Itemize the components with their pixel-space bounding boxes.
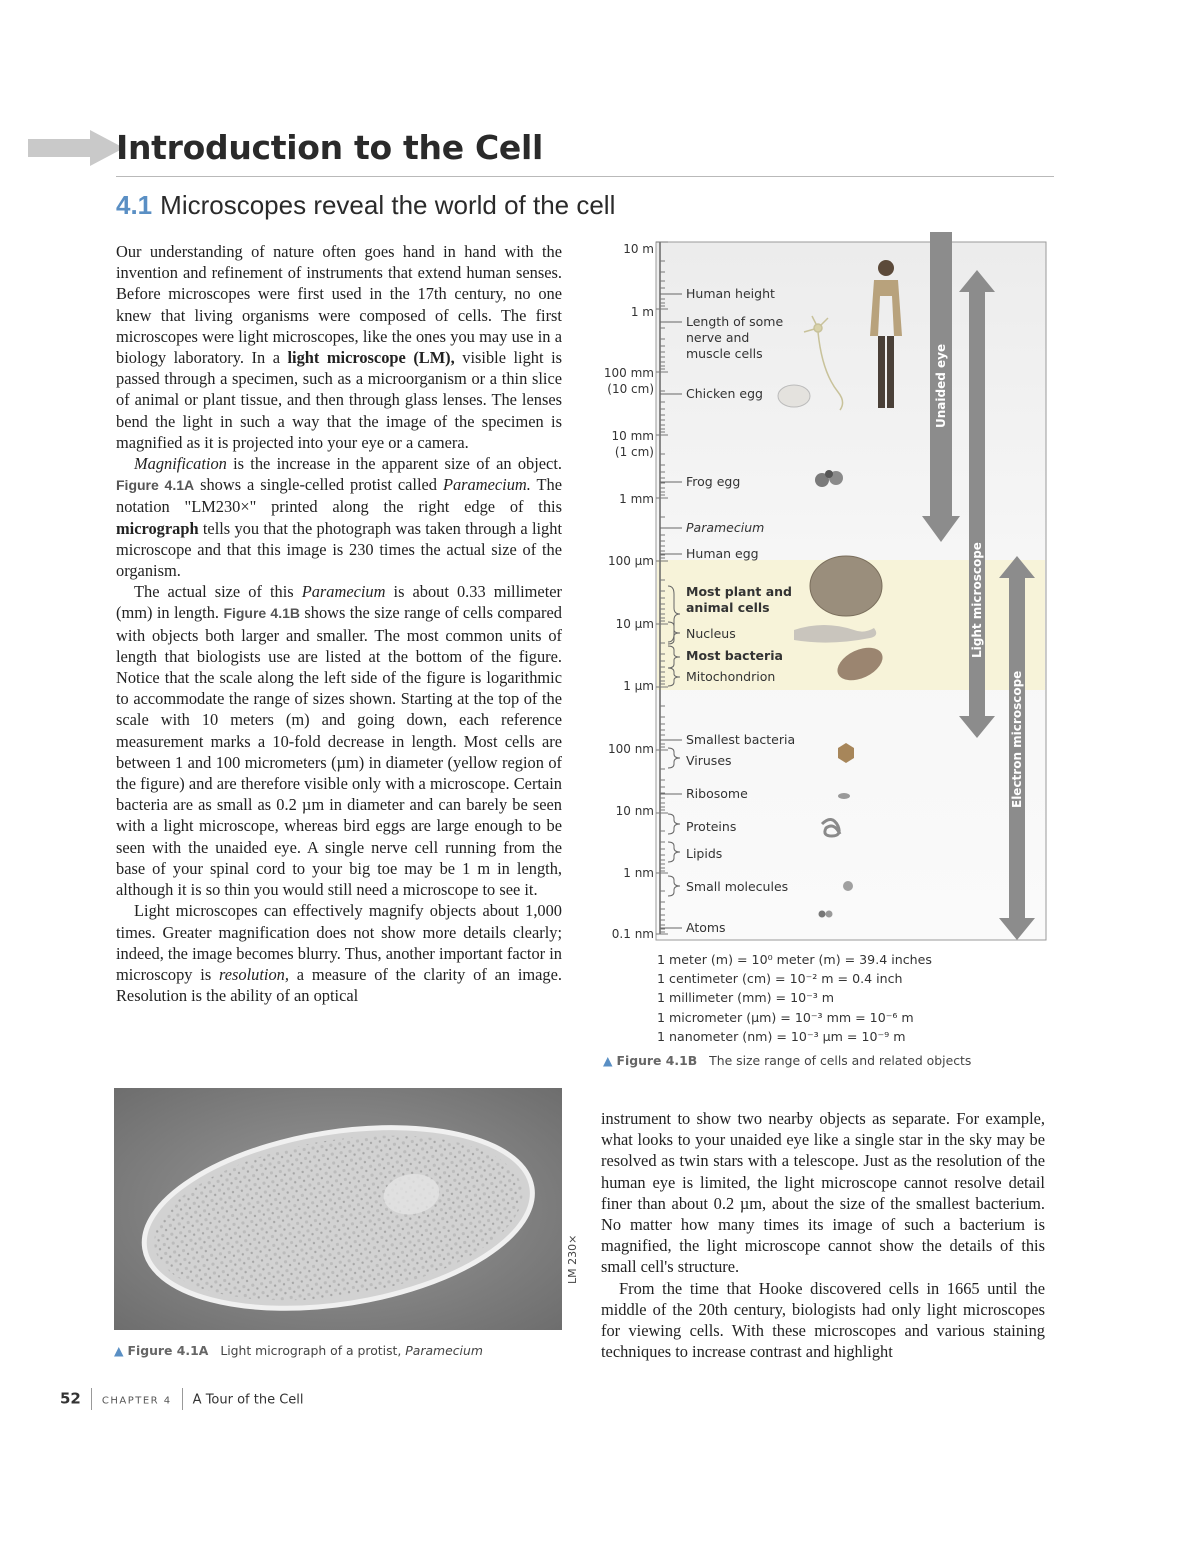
chapter-title: Introduction to the Cell (116, 128, 544, 167)
unit-line: 1 meter (m) = 10⁰ meter (m) = 39.4 inches (657, 952, 932, 967)
item-label: Small molecules (686, 879, 789, 894)
caption-triangle-icon: ▲ (603, 1053, 613, 1068)
emphasis: Magnification (134, 454, 227, 474)
scale-label: (10 cm) (607, 382, 654, 396)
scale-label: 10 mm (611, 429, 654, 443)
keyword: micrograph (116, 518, 199, 538)
scale-label: 0.1 nm (611, 927, 654, 941)
text-run: Light microscopes can effectively magnify objects about 1,000 times. Greater magnification does not show more details clearly; indeed, the image becomes blurry. Thus, another important factor in microscopy is (116, 901, 562, 984)
page-number: 52 (60, 1389, 81, 1408)
text-run: is about 0.33 millimeter (mm) in length. (116, 582, 562, 623)
figure-b-caption (603, 1053, 971, 1068)
section-number: 4.1 (116, 190, 153, 220)
item-label: Proteins (686, 819, 737, 834)
caption-text: The size range of cells and related objects (709, 1053, 972, 1068)
scale-label: 10 m (623, 242, 654, 256)
svg-text:Unaided eye: Unaided eye (934, 343, 948, 428)
unit-list (657, 950, 932, 1046)
scale-label: 100 nm (607, 742, 654, 756)
item-label: Most bacteria (686, 648, 783, 663)
ribosome-illustration (838, 793, 850, 799)
chicken-egg-illustration (778, 385, 810, 407)
scale-label: 1 nm (623, 866, 654, 880)
scale-label: 1 mm (619, 492, 654, 506)
text-run: From the time that Hooke discovered cells in 1665 until the middle of the 20th century, biologists had only light microscopes for viewing cells. With these microscopes and various staining techniques to increase contrast and highlight (601, 1278, 1045, 1362)
keyword: light microscope (LM), (287, 348, 455, 368)
unit-line: 1 nanometer (nm) = 10⁻³ µm = 10⁻⁹ m (657, 1028, 906, 1044)
item-label: Lipids (686, 846, 723, 861)
svg-text:Light microscope: Light microscope (970, 542, 984, 658)
item-label: muscle cells (686, 346, 763, 361)
item-label: Human height (686, 286, 775, 301)
text-run: instrument to show two nearby objects as separate. For example, what looks to your unaided eye like a single star in the sky may be resolved as twin stars with a telescope. Just as the resolution of the human eye is limited, the light microscope cannot resolve detail finer than about 0.2 µm, about the size of the smallest bacterium. No matter how many times its image of such a bacterium is magnified, the light microscope cannot show the details of this small cell's structure. (601, 1109, 1045, 1277)
human-egg-illustration (810, 556, 882, 616)
footer-separator (182, 1388, 183, 1410)
unit-line: 1 millimeter (mm) = 10⁻³ m (657, 990, 835, 1006)
figure-a-caption (114, 1343, 483, 1358)
scale-label: 1 m (630, 305, 654, 319)
item-label: Ribosome (686, 786, 748, 801)
scale-label: 1 µm (623, 679, 654, 693)
text-run: shows a single-celled protist called (194, 475, 443, 495)
scale-label: (1 cm) (614, 445, 654, 459)
svg-text:Electron microscope: Electron microscope (1010, 670, 1024, 808)
item-label: nerve and (686, 330, 750, 345)
body-column-left (116, 241, 562, 1006)
text-run: Our understanding of nature often goes hand in hand with the invention and refinement of instruments that extend human senses. Before microscopes were first used in the 17th century, no one knew that living organisms were composed of cells. The first microscopes were light microscopes, like the ones you may use in a biology laboratory. In a (116, 242, 562, 368)
text-run: The actual size of this (134, 582, 302, 602)
item-label: animal cells (686, 600, 770, 615)
figure-reference: Figure 4.1B (223, 605, 300, 622)
item-label: Most plant and (686, 584, 792, 599)
body-column-right (601, 1108, 1045, 1362)
paragraph-2 (116, 453, 562, 581)
magnification-label: LM 230× (566, 1234, 579, 1284)
caption-text: Light micrograph of a protist, (220, 1343, 406, 1358)
text-run: is the increase in the apparent size of an object. (226, 454, 562, 474)
text-run: tells you that the photograph was taken through a light microscope and that this image is 230 times the actual size of the organism. (116, 518, 562, 581)
item-label: Paramecium (686, 520, 765, 535)
section-heading: Microscopes reveal the world of the cell (160, 190, 616, 220)
item-label: Human egg (686, 546, 759, 561)
caption-triangle-icon: ▲ (114, 1343, 124, 1358)
item-label: Chicken egg (686, 386, 763, 401)
small-molecule-illustration (843, 881, 853, 891)
text-run: visible light is passed through a specimen, such as a microorganism or a thin slice of animal or plant tissue, and then through glass lenses. The lenses bend the light in such a way that the image of the specimen is magnified as it is projected into your eye or a camera. (116, 348, 563, 452)
paragraph-6 (601, 1278, 1045, 1363)
paragraph-4 (116, 900, 562, 1006)
item-label: Mitochondrion (686, 669, 776, 684)
title-rule (116, 176, 1054, 177)
scale-label: 10 µm (615, 617, 654, 631)
text-run: The notation "LM230×" printed along the right edge of this (116, 475, 562, 517)
caption-emphasis: Paramecium (405, 1343, 483, 1358)
unit-line: 1 centimeter (cm) = 10⁻² m = 0.4 inch (657, 971, 903, 987)
paragraph-5 (601, 1108, 1045, 1278)
footer-separator (91, 1388, 92, 1410)
section-title (116, 190, 615, 221)
unit-line: 1 micrometer (µm) = 10⁻³ mm = 10⁻⁶ m (657, 1009, 914, 1025)
emphasis: Paramecium (301, 582, 386, 602)
page-footer (60, 1388, 304, 1410)
emphasis: Paramecium. (442, 475, 531, 495)
paragraph-1 (116, 241, 562, 453)
item-label: Viruses (686, 753, 732, 768)
chapter-label: CHAPTER 4 (101, 1395, 172, 1407)
chapter-arrow-icon (28, 128, 124, 168)
item-label: Nucleus (686, 626, 736, 641)
item-label: Atoms (686, 920, 726, 935)
emphasis: resolution, (219, 964, 289, 984)
text-run: shows the size range of cells compared with objects both larger and smaller. The most common units of length that biologists use are listed at the bottom of the figure. Notice that the scale along the left side of the figure is logarithmic to accommodate the range of sizes shown. Starting at the top of the scale with 10 meters (m) and going down, each reference measurement marks a 10-fold decrease in length. Most cells are between 1 and 100 micrometers (µm) in diameter (yellow region of the figure) and are therefore visible only with a microscope. Certain bacteria are as small as 0.2 µm in diameter and can barely be seen with a light microscope, whereas bird eggs are large enough to be seen with the unaided eye. A single nerve cell running from the base of your spinal cord to your big toe may be 1 m in length, although it is so thin you would still need a microscope to see it. (116, 603, 562, 900)
paramecium-micrograph (114, 1088, 562, 1330)
text-run: a measure of the clarity of an image. Resolution is the ability of an optical (116, 964, 562, 1006)
figure-reference: Figure 4.1A (116, 477, 195, 494)
caption-label: Figure 4.1B (616, 1053, 698, 1068)
item-label: Length of some (686, 314, 784, 329)
caption-label: Figure 4.1A (127, 1343, 209, 1358)
chapter-name: A Tour of the Cell (192, 1392, 304, 1408)
scale-label: 10 nm (615, 804, 654, 818)
item-label: Smallest bacteria (686, 732, 796, 747)
scale-label: 100 mm (603, 366, 654, 380)
size-scale-figure (596, 228, 1056, 948)
item-label: Frog egg (686, 474, 741, 489)
paragraph-3 (116, 581, 562, 900)
scale-label: 100 µm (607, 554, 654, 568)
